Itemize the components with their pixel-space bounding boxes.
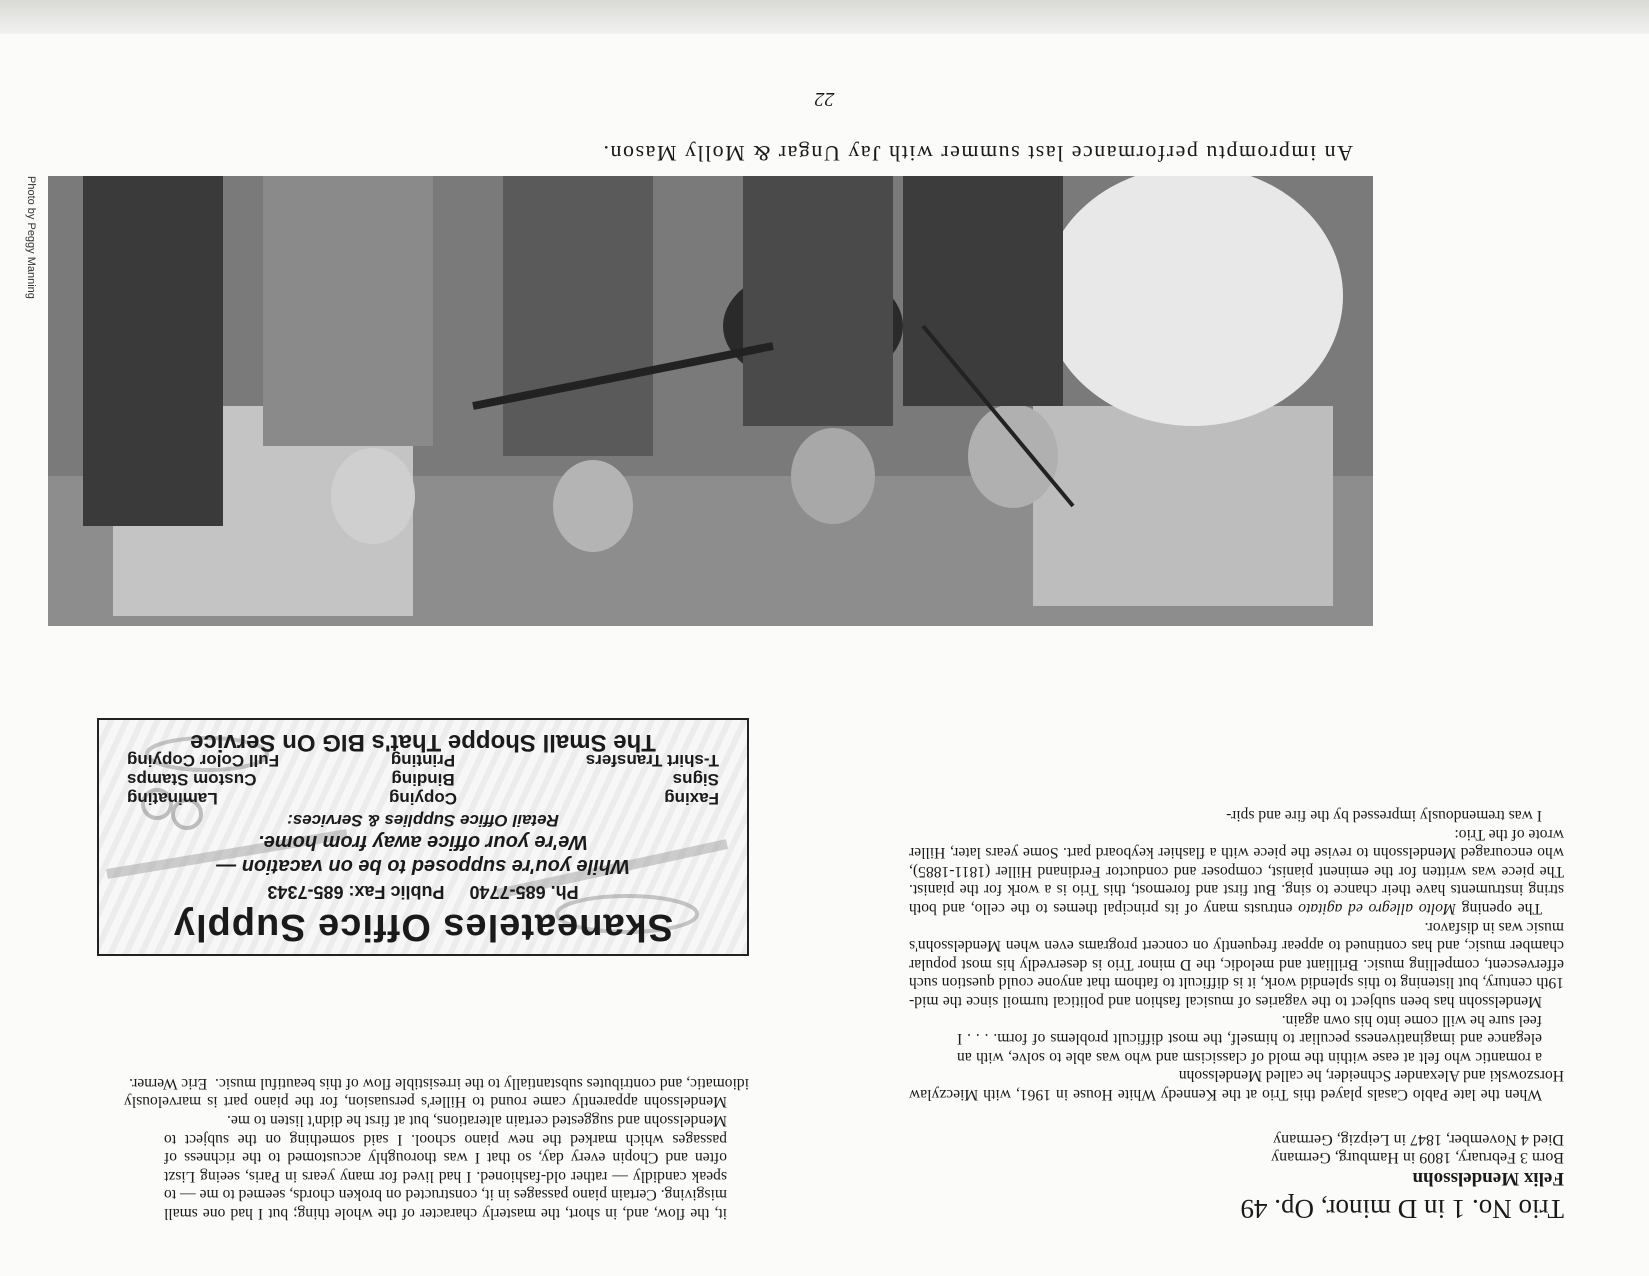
casals-quote: a romantic who felt at ease within the mold of classicism and who was able to solve, with an elegance and imaginativeness peculiar to himself, the most difficult problems of form. . . . I feel sure he will come into his own again.: [957, 1011, 1542, 1066]
text: Mendelssohn apparently came round to Hiller's persuasion, for the piano part is marvelously idiomatic, and contributes substantially to the irresistible flow of this beautiful music.: [124, 1074, 749, 1111]
ad-fax: Public Fax: 685-7343: [267, 882, 445, 902]
paragraph: [124, 1073, 749, 1110]
birth-line: Born 3 February, 1809 in Hamburg, Germany: [1271, 1149, 1564, 1166]
hiller-quote-continued: it, the flow, and, in short, the masterly character of the whole thing; but I had one small misgiving. Certain piano passages in it, constructed on broken chords, seemed to me — to speak candidly — rather old-fashioned. I had lived for many years in Paris, seeing Liszt often and Chopin every day, so that I was thoroughly accustomed to the richness of passages which marked the new piano school. I said something on the subject to Mendelssohn and suggested certain alterations, but at first he didn't listen to me.: [164, 1112, 727, 1222]
ad-slogan-line: We're your office away from home.: [258, 831, 588, 853]
text: entrusts many of its principal themes to the cello, and both string instruments have their chance to sing. But first and foremost, this Trio is a work for the pianist. The piece was written for the eminent pianist, composer and conductor Ferdinand Hiller (1811-1885), who encouraged Mendelssohn to revise the piece with a flashier keyboard part. Some years later, Hiller wrote of the Trio:: [909, 825, 1564, 918]
ad-tagline: The Small Shoppe That's BIG On Service: [190, 729, 656, 756]
photo-caption: An impromptu performance last summer with Jay Ungar & Molly Mason.: [602, 141, 1353, 166]
ad-service: Signs: [672, 770, 719, 789]
ad-phone: Ph. 685-7740: [469, 882, 579, 902]
hiller-quote-start: I was tremendously impressed by the fire and spir-: [1226, 807, 1542, 825]
person-fiddler: [903, 176, 1063, 406]
person-white-dress: [1043, 176, 1343, 426]
office-supply-ad: [97, 718, 749, 956]
scan-edge: [0, 0, 1649, 34]
ad-service: Faxing: [664, 789, 719, 808]
composer-dates: [1271, 1130, 1564, 1166]
ad-slogan-line: While you're supposed to be on vacation —: [216, 855, 630, 877]
piece-title: Trio No. 1 in D minor, Op. 49: [1240, 1194, 1564, 1224]
program-notes: [909, 806, 1564, 1104]
tempo-marking: Molto allegro ed agitato: [1298, 900, 1457, 918]
person-seated: [503, 176, 653, 456]
performance-photo: [48, 176, 1373, 626]
person-standing: [83, 176, 223, 526]
ad-service: Copying: [389, 789, 458, 808]
ad-service: Full Color Copying: [127, 751, 280, 770]
person-seated: [263, 176, 433, 446]
ad-service: T-shirt Transfers: [585, 751, 719, 770]
ad-service: Printing: [390, 751, 456, 770]
death-line: Died 4 November, 1847 in Leipzig, Germany: [1273, 1131, 1564, 1148]
author: Eric Werner.: [129, 1074, 208, 1092]
ad-slogan: [99, 830, 747, 878]
photo-scene: [48, 176, 1373, 626]
ad-services-list: [127, 751, 719, 808]
paragraph: When the late Pablo Casals played this Trio at the Kennedy White House in 1961, with Mieczylaw Horszowski and Alexander Schneider, he called Mendelssohn: [909, 1067, 1564, 1103]
ad-service: Laminating: [127, 789, 218, 808]
ad-retail-heading: Retail Office Supplies & Services:: [287, 811, 559, 830]
program-notes-continued: [124, 1073, 749, 1222]
paragraph: [909, 824, 1564, 917]
paragraph: Mendelssohn has been subject to the vagaries of musical fashion and political turmoil since the mid-19th century, but listening to this splendid work, it is difficult to fathom that anyone could question such effervescent, compelling music. Brilliant and melodic, the D minor Trio is deservedly his most popular chamber music, and has continued to appear frequently on concert programs even when Mendelssohn's music was in disfavor.: [909, 918, 1564, 1011]
page-number: 22: [814, 88, 835, 110]
ad-phone-line: [99, 881, 747, 902]
person-guitarist: [743, 176, 893, 426]
person-head: [553, 460, 633, 552]
person-head: [791, 428, 875, 524]
ad-service: Binding: [391, 770, 455, 789]
composer-name: Felix Mendelssohn: [1412, 1168, 1564, 1189]
text: The opening: [1456, 900, 1542, 918]
person-head: [968, 404, 1058, 508]
person-head: [331, 448, 415, 544]
window: [1033, 406, 1333, 606]
photo-credit: Photo by Peggy Manning: [25, 176, 37, 299]
ad-service: Custom Stamps: [127, 770, 257, 789]
ad-store-name: Skaneateles Office Supply: [172, 906, 674, 948]
